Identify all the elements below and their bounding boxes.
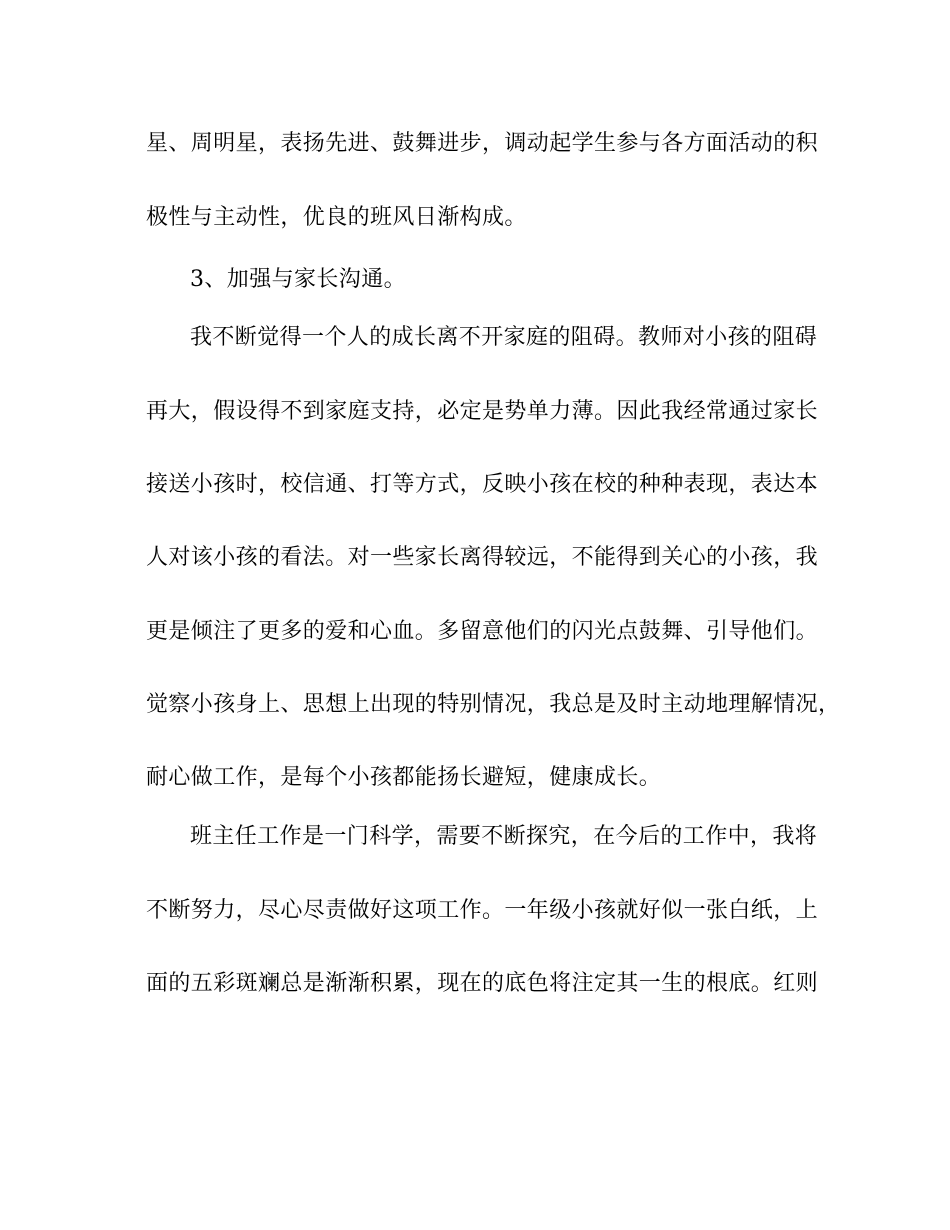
- text-line: 星、周明星，表扬先进、鼓舞进步，调动起学生参与各方面活动的积: [146, 131, 819, 156]
- text-line: 极性与主动性，优良的班风日渐构成。: [146, 205, 527, 230]
- text-line: 再大，假设得不到家庭支持，必定是势单力薄。因此我经常通过家长: [146, 399, 819, 424]
- text-line: 班主任工作是一门科学，需要不断探究，在今后的工作中，我将: [190, 824, 818, 849]
- text-line: 耐心做工作，是每个小孩都能扬长避短，健康成长。: [146, 765, 662, 790]
- text-line: 接送小孩时，校信通、打等方式，反映小孩在校的种种表现，表达本: [146, 472, 819, 497]
- text-line: 面的五彩斑斓总是渐渐积累，现在的底色将注定其一生的根底。红则: [146, 971, 819, 996]
- text-line: 更是倾注了更多的爱和心血。多留意他们的闪光点鼓舞、引导他们。: [146, 619, 819, 644]
- text-line: 觉察小孩身上、思想上出现的特别情况，我总是及时主动地理解情况，: [146, 692, 841, 717]
- section-heading: 3、加强与家长沟通。: [190, 267, 406, 292]
- text-line: 不断努力，尽心尽责做好这项工作。一年级小孩就好似一张白纸，上: [146, 898, 819, 923]
- text-line: 我不断觉得一个人的成长离不开家庭的阻碍。教师对小孩的阻碍: [190, 325, 818, 350]
- text-line: 人对该小孩的看法。对一些家长离得较远，不能得到关心的小孩，我: [146, 545, 819, 570]
